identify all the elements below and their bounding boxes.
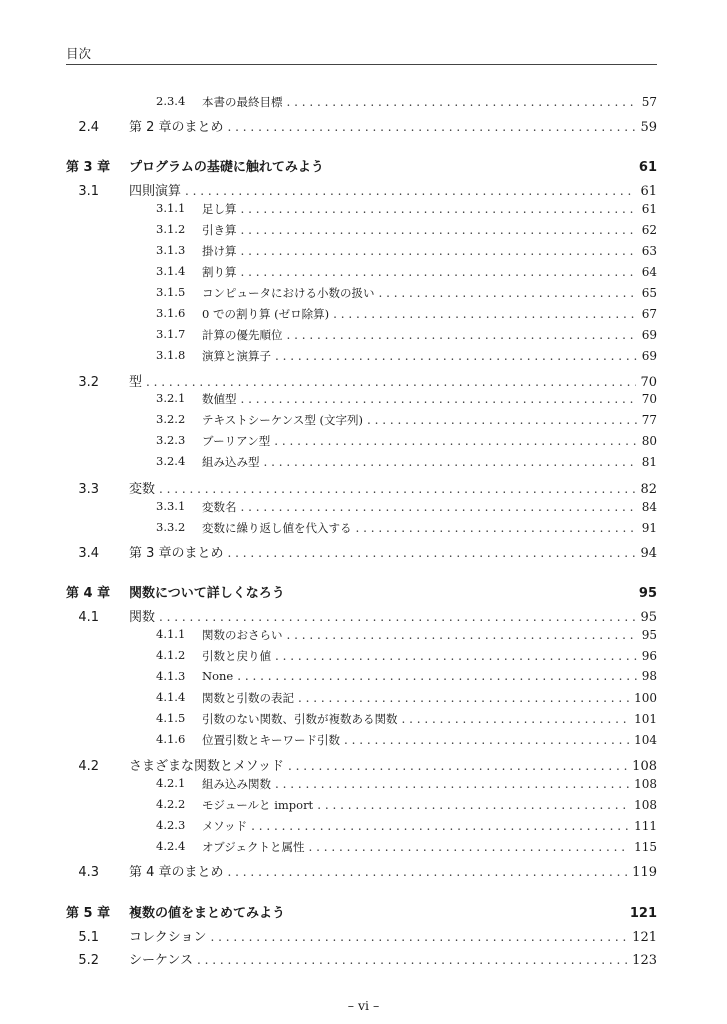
toc-entry-title: 四則演算 bbox=[129, 184, 182, 199]
toc-dot-leader bbox=[185, 184, 636, 199]
toc-entry-sub[interactable] bbox=[0, 648, 727, 664]
toc-entry-page: 123 bbox=[632, 953, 657, 968]
toc-entry-page: 108 bbox=[634, 798, 657, 812]
toc-entry-sub[interactable] bbox=[0, 348, 727, 364]
toc-entry-section[interactable] bbox=[0, 755, 727, 774]
toc-dot-leader bbox=[287, 628, 638, 642]
toc-entry-title: さまざまな関数とメソッド bbox=[129, 759, 284, 774]
toc-entry-title: 本書の最終目標 bbox=[202, 95, 283, 109]
toc-dot-leader bbox=[275, 649, 638, 663]
toc-entry-title: 関数のおさらい bbox=[202, 628, 283, 642]
toc-entry-number: 5.2 bbox=[78, 953, 99, 968]
toc-entry-number: 3.1.6 bbox=[156, 306, 186, 320]
toc-entry-title: 引き算 bbox=[202, 223, 237, 237]
toc-entry-number: 2.3.4 bbox=[156, 94, 186, 108]
toc-entry-page: 104 bbox=[634, 733, 657, 747]
toc-entry-title: 引数と戻り値 bbox=[202, 649, 271, 663]
toc-entry-number: 4.3 bbox=[78, 865, 99, 880]
toc-entry-page: 119 bbox=[632, 865, 657, 880]
toc-entry-title: 0 での割り算 (ゼロ除算) bbox=[202, 307, 330, 321]
toc-entry-page: 59 bbox=[640, 120, 657, 135]
toc-entry-page: 95 bbox=[640, 610, 657, 625]
toc-entry-chapter[interactable] bbox=[0, 902, 727, 921]
toc-dot-leader bbox=[317, 798, 630, 812]
toc-entry-page: 95 bbox=[641, 628, 657, 642]
page-folio: – vi – bbox=[347, 998, 380, 1013]
toc-entry-title: 割り算 bbox=[202, 265, 237, 279]
toc-entry-title: 変数名 bbox=[202, 500, 237, 514]
toc-entry-page: 57 bbox=[641, 95, 657, 109]
toc-dot-leader bbox=[241, 265, 638, 279]
toc-entry-page: 61 bbox=[640, 184, 657, 199]
toc-entry-sub[interactable] bbox=[0, 454, 727, 470]
toc-entry-title: ブーリアン型 bbox=[202, 434, 271, 448]
toc-dot-leader bbox=[241, 500, 638, 514]
toc-entry-number: 3.1.8 bbox=[156, 348, 186, 362]
toc-entry-page: 94 bbox=[640, 546, 657, 561]
toc-dot-leader bbox=[333, 307, 638, 321]
toc-dot-leader bbox=[197, 953, 628, 968]
toc-entry-number: 3.1.2 bbox=[156, 222, 186, 236]
toc-entry-title: 変数に繰り返し値を代入する bbox=[202, 521, 352, 535]
toc-entry-sub[interactable] bbox=[0, 412, 727, 428]
toc-entry-sub[interactable] bbox=[0, 306, 727, 322]
toc-entry-section[interactable] bbox=[0, 180, 727, 199]
toc-entry-sub[interactable] bbox=[0, 711, 727, 727]
toc-entry-sub[interactable] bbox=[0, 520, 727, 536]
header-rule bbox=[66, 64, 657, 65]
toc-entry-title: 型 bbox=[129, 375, 143, 390]
toc-entry-page: 121 bbox=[629, 906, 657, 921]
toc-entry-section[interactable] bbox=[0, 371, 727, 390]
toc-entry-title: 第 4 章のまとめ bbox=[129, 865, 224, 880]
toc-entry-title: コレクション bbox=[129, 930, 207, 945]
toc-entry-title: コンピュータにおける小数の扱い bbox=[202, 286, 375, 300]
toc-entry-page: 115 bbox=[634, 840, 657, 854]
toc-entry-number: 3.3.1 bbox=[156, 499, 186, 513]
toc-entry-number: 4.2.1 bbox=[156, 776, 186, 790]
toc-dot-leader bbox=[379, 286, 638, 300]
toc-entry-title: 計算の優先順位 bbox=[202, 328, 283, 342]
toc-entry-page: 69 bbox=[641, 328, 657, 342]
toc-entry-number: 4.2.4 bbox=[156, 839, 186, 853]
toc-entry-title: 組み込み型 bbox=[202, 455, 260, 469]
toc-dot-leader bbox=[159, 610, 636, 625]
toc-entry-number: 5.1 bbox=[78, 930, 99, 945]
toc-entry-sub[interactable] bbox=[0, 690, 727, 706]
toc-entry-sub[interactable] bbox=[0, 391, 727, 407]
toc-entry-title: 関数について詳しくなろう bbox=[129, 586, 285, 601]
toc-entry-number: 3.1.7 bbox=[156, 327, 186, 341]
toc-dot-leader bbox=[241, 202, 638, 216]
toc-entry-sub[interactable] bbox=[0, 499, 727, 515]
toc-entry-number: 4.1.1 bbox=[156, 627, 186, 641]
toc-entry-number: 4.1.6 bbox=[156, 732, 186, 746]
toc-entry-page: 96 bbox=[641, 649, 657, 663]
toc-entry-number: 第 4 章 bbox=[66, 586, 111, 601]
toc-entry-sub[interactable] bbox=[0, 776, 727, 792]
toc-dot-leader bbox=[275, 777, 630, 791]
toc-entry-title: 第 3 章のまとめ bbox=[129, 546, 224, 561]
toc-dot-leader bbox=[228, 120, 637, 135]
toc-entry-chapter[interactable] bbox=[0, 582, 727, 601]
toc-entry-page: 65 bbox=[641, 286, 657, 300]
toc-entry-number: 3.3 bbox=[78, 482, 99, 497]
toc-entry-number: 3.1.4 bbox=[156, 264, 186, 278]
toc-entry-chapter[interactable] bbox=[0, 156, 727, 175]
toc-dot-leader bbox=[241, 392, 638, 406]
toc-entry-number: 3.1 bbox=[78, 184, 99, 199]
toc-entry-sub[interactable] bbox=[0, 285, 727, 301]
toc-entry-title: 数値型 bbox=[202, 392, 237, 406]
toc-dot-leader bbox=[275, 349, 638, 363]
toc-dot-leader bbox=[228, 546, 637, 561]
toc-entry-title: 演算と演算子 bbox=[202, 349, 271, 363]
toc-dot-leader bbox=[402, 712, 631, 726]
toc-entry-sub[interactable] bbox=[0, 264, 727, 280]
toc-entry-sub[interactable] bbox=[0, 732, 727, 748]
toc-dot-leader bbox=[274, 434, 638, 448]
toc-dot-leader bbox=[298, 691, 630, 705]
toc-entry-number: 第 5 章 bbox=[66, 906, 111, 921]
toc-entry-page: 82 bbox=[640, 482, 657, 497]
toc-entry-title: 関数と引数の表記 bbox=[202, 691, 294, 705]
toc-entry-number: 4.1.5 bbox=[156, 711, 186, 725]
toc-entry-section[interactable] bbox=[0, 478, 727, 497]
toc-entry-number: 4.1 bbox=[78, 610, 99, 625]
toc-entry-section[interactable] bbox=[0, 861, 727, 880]
toc-entry-sub[interactable] bbox=[0, 327, 727, 343]
toc-entry-title: シーケンス bbox=[129, 953, 193, 968]
toc-entry-title: 足し算 bbox=[202, 202, 237, 216]
toc-dot-leader bbox=[308, 840, 630, 854]
toc-entry-page: 98 bbox=[641, 669, 657, 683]
toc-dot-leader bbox=[241, 223, 638, 237]
toc-entry-number: 3.2.3 bbox=[156, 433, 186, 447]
toc-entry-number: 3.2.1 bbox=[156, 391, 186, 405]
toc-entry-page: 69 bbox=[641, 349, 657, 363]
toc-entry-title: 第 2 章のまとめ bbox=[129, 120, 224, 135]
toc-entry-page: 61 bbox=[641, 202, 657, 216]
toc-entry-page: 91 bbox=[641, 521, 657, 535]
toc-entry-section[interactable] bbox=[0, 606, 727, 625]
toc-entry-sub[interactable] bbox=[0, 94, 727, 110]
toc-entry-number: 4.1.3 bbox=[156, 669, 186, 683]
toc-entry-number: 4.1.4 bbox=[156, 690, 186, 704]
toc-entry-section[interactable] bbox=[0, 542, 727, 561]
toc-entry-number: 4.1.2 bbox=[156, 648, 186, 662]
toc-entry-sub[interactable] bbox=[0, 669, 727, 683]
toc-entry-page: 64 bbox=[641, 265, 657, 279]
toc-entry-sub[interactable] bbox=[0, 222, 727, 238]
toc-entry-page: 80 bbox=[641, 434, 657, 448]
toc-dot-leader bbox=[287, 95, 638, 109]
toc-entry-title: 引数のない関数、引数が複数ある関数 bbox=[202, 712, 398, 726]
toc-entry-page: 100 bbox=[634, 691, 657, 705]
toc-entry-sub[interactable] bbox=[0, 243, 727, 259]
toc-entry-number: 3.1.5 bbox=[156, 285, 186, 299]
toc-entry-sub[interactable] bbox=[0, 201, 727, 217]
toc-entry-number: 第 3 章 bbox=[66, 160, 111, 175]
toc-entry-page: 101 bbox=[634, 712, 657, 726]
toc-entry-page: 108 bbox=[634, 777, 657, 791]
toc-dot-leader bbox=[159, 482, 636, 497]
toc-entry-page: 108 bbox=[632, 759, 657, 774]
toc-entry-title: オブジェクトと属性 bbox=[202, 840, 305, 854]
toc-entry-title: 複数の値をまとめてみよう bbox=[129, 906, 286, 921]
toc-entry-title: モジュールと import bbox=[202, 798, 314, 812]
toc-dot-leader bbox=[344, 733, 630, 747]
toc-dot-leader bbox=[264, 455, 638, 469]
toc-entry-sub[interactable] bbox=[0, 627, 727, 643]
toc-entry-title: 掛け算 bbox=[202, 244, 237, 258]
toc-entry-number: 3.1.1 bbox=[156, 201, 186, 215]
toc-entry-number: 3.4 bbox=[78, 546, 99, 561]
toc-entry-page: 84 bbox=[641, 500, 657, 514]
toc-entry-sub[interactable] bbox=[0, 433, 727, 449]
toc-entry-number: 3.3.2 bbox=[156, 520, 186, 534]
toc-dot-leader bbox=[251, 819, 630, 833]
toc-entry-page: 121 bbox=[632, 930, 657, 945]
toc-entry-page: 63 bbox=[641, 244, 657, 258]
toc-entry-title: 位置引数とキーワード引数 bbox=[202, 733, 340, 747]
toc-dot-leader bbox=[146, 375, 636, 390]
toc-entry-page: 67 bbox=[641, 307, 657, 321]
toc-entry-page: 81 bbox=[641, 455, 657, 469]
toc-entry-number: 4.2.2 bbox=[156, 797, 186, 811]
toc-dot-leader bbox=[228, 865, 629, 880]
toc-entry-number: 3.1.3 bbox=[156, 243, 186, 257]
toc-entry-title: 関数 bbox=[129, 610, 156, 625]
toc-entry-number: 2.4 bbox=[78, 120, 99, 135]
toc-entry-number: 3.2 bbox=[78, 375, 99, 390]
toc-dot-leader bbox=[210, 930, 628, 945]
toc-entry-page: 95 bbox=[638, 586, 657, 601]
toc-entry-page: 111 bbox=[634, 819, 657, 833]
toc-entry-number: 3.2.2 bbox=[156, 412, 186, 426]
toc-dot-leader bbox=[237, 669, 638, 683]
toc-entry-number: 4.2 bbox=[78, 759, 99, 774]
toc-dot-leader bbox=[287, 328, 638, 342]
toc-entry-section[interactable] bbox=[0, 116, 727, 135]
toc-entry-number: 3.2.4 bbox=[156, 454, 186, 468]
running-head-title: 目次 bbox=[66, 46, 92, 61]
toc-entry-title: テキストシーケンス型 (文字列) bbox=[202, 413, 363, 427]
toc-entry-section[interactable] bbox=[0, 949, 727, 968]
toc-entry-section[interactable] bbox=[0, 926, 727, 945]
toc-entry-sub[interactable] bbox=[0, 839, 727, 855]
toc-entry-title: 変数 bbox=[129, 482, 156, 497]
toc-dot-leader bbox=[356, 521, 638, 535]
toc-entry-sub[interactable] bbox=[0, 797, 727, 813]
toc-entry-page: 77 bbox=[641, 413, 657, 427]
toc-entry-sub[interactable] bbox=[0, 818, 727, 834]
toc-entry-title: メソッド bbox=[202, 819, 248, 833]
toc-entry-page: 70 bbox=[640, 375, 657, 390]
toc-entry-page: 61 bbox=[638, 160, 657, 175]
toc-entry-title: 組み込み関数 bbox=[202, 777, 271, 791]
toc-entry-title: None bbox=[202, 669, 234, 683]
toc-dot-leader bbox=[367, 413, 638, 427]
toc-dot-leader bbox=[241, 244, 638, 258]
toc-entry-number: 4.2.3 bbox=[156, 818, 186, 832]
toc-entry-page: 62 bbox=[641, 223, 657, 237]
toc-entry-title: プログラムの基礎に触れてみよう bbox=[129, 160, 324, 175]
toc-entry-page: 70 bbox=[641, 392, 657, 406]
toc-dot-leader bbox=[288, 759, 628, 774]
